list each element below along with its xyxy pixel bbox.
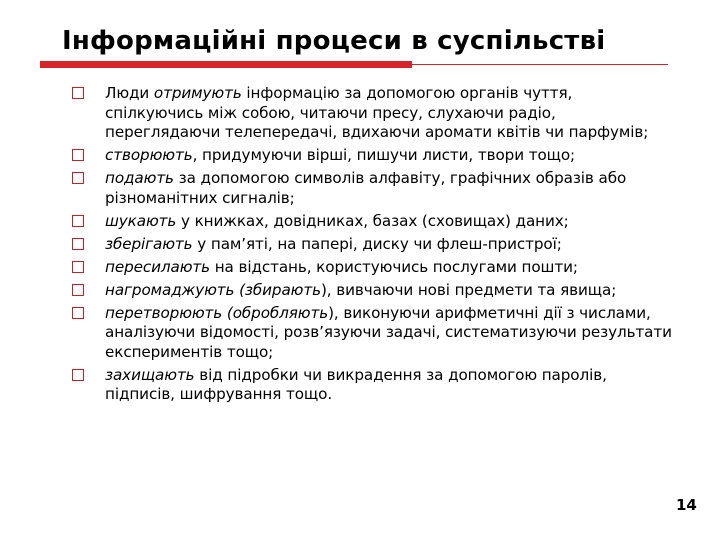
bullet-keyword: перетворюють (обробляють: [105, 303, 329, 322]
square-bullet-icon: [72, 238, 84, 250]
bullet-text: ), вивчаючи нові предмети та явища;: [320, 280, 617, 299]
page-number: 14: [676, 496, 697, 514]
bullet-list: [72, 84, 672, 408]
bullet-text: від підробки чи викрадення за допомогою паролів, підписів, шифрування тощо.: [105, 365, 607, 403]
bullet-keyword: нагромаджують (збирають: [105, 280, 321, 299]
bullet-text: ), виконуючи арифметичні дії з числами, аналізуючи відомості, розв’язуючи задачі, систематизуючи результати експериментів тощо;: [105, 303, 672, 361]
square-bullet-icon: [72, 149, 84, 161]
bullet-keyword: шукають: [105, 211, 177, 230]
bullet-text: інформацію за допомогою органів чуття, спілкуючись між собою, читаючи пресу, слухаючи радіо, переглядаючи телепередачі, вдихаючи аромати квітів чи парфумів;: [105, 84, 649, 141]
bullet-item: [72, 258, 672, 278]
square-bullet-icon: [72, 215, 84, 227]
square-bullet-icon: [72, 87, 84, 99]
bullet-item: [72, 304, 672, 363]
bullet-keyword: зберігають: [105, 234, 193, 253]
bullet-text: на відстань, користуючись послугами пошти;: [209, 257, 578, 276]
bullet-item: [72, 235, 672, 255]
bullet-item: [72, 84, 672, 143]
bullet-keyword: створюють: [105, 146, 193, 164]
bullet-keyword: отримують: [153, 84, 242, 102]
bullet-text-lead: Люди: [105, 84, 154, 102]
bullet-item: [72, 169, 672, 208]
bullet-text: , придумуючи вірші, пишучи листи, твори тощо;: [192, 146, 576, 164]
bullet-keyword: подають: [105, 169, 174, 187]
square-bullet-icon: [72, 369, 84, 381]
square-bullet-icon: [72, 261, 84, 273]
bullet-item: [72, 212, 672, 232]
title-underline-thick: [40, 61, 412, 68]
bullet-text: у книжках, довідниках, базах (сховищах) даних;: [176, 211, 569, 230]
bullet-text: за допомогою символів алфавіту, графічних образів або різноманітних сигналів;: [105, 169, 627, 207]
bullet-keyword: пересилають: [105, 257, 210, 276]
slide-title: Інформаційні процеси в суспільстві: [62, 26, 606, 56]
bullet-item: [72, 146, 672, 166]
bullet-item: [72, 281, 672, 301]
bullet-item: [72, 366, 672, 405]
bullet-text: у пам’яті, на папері, диску чи флеш-пристрої;: [192, 234, 562, 253]
title-underline-thin: [412, 64, 668, 65]
square-bullet-icon: [72, 172, 84, 184]
square-bullet-icon: [72, 284, 84, 296]
bullet-keyword: захищають: [105, 365, 195, 384]
square-bullet-icon: [72, 307, 84, 319]
